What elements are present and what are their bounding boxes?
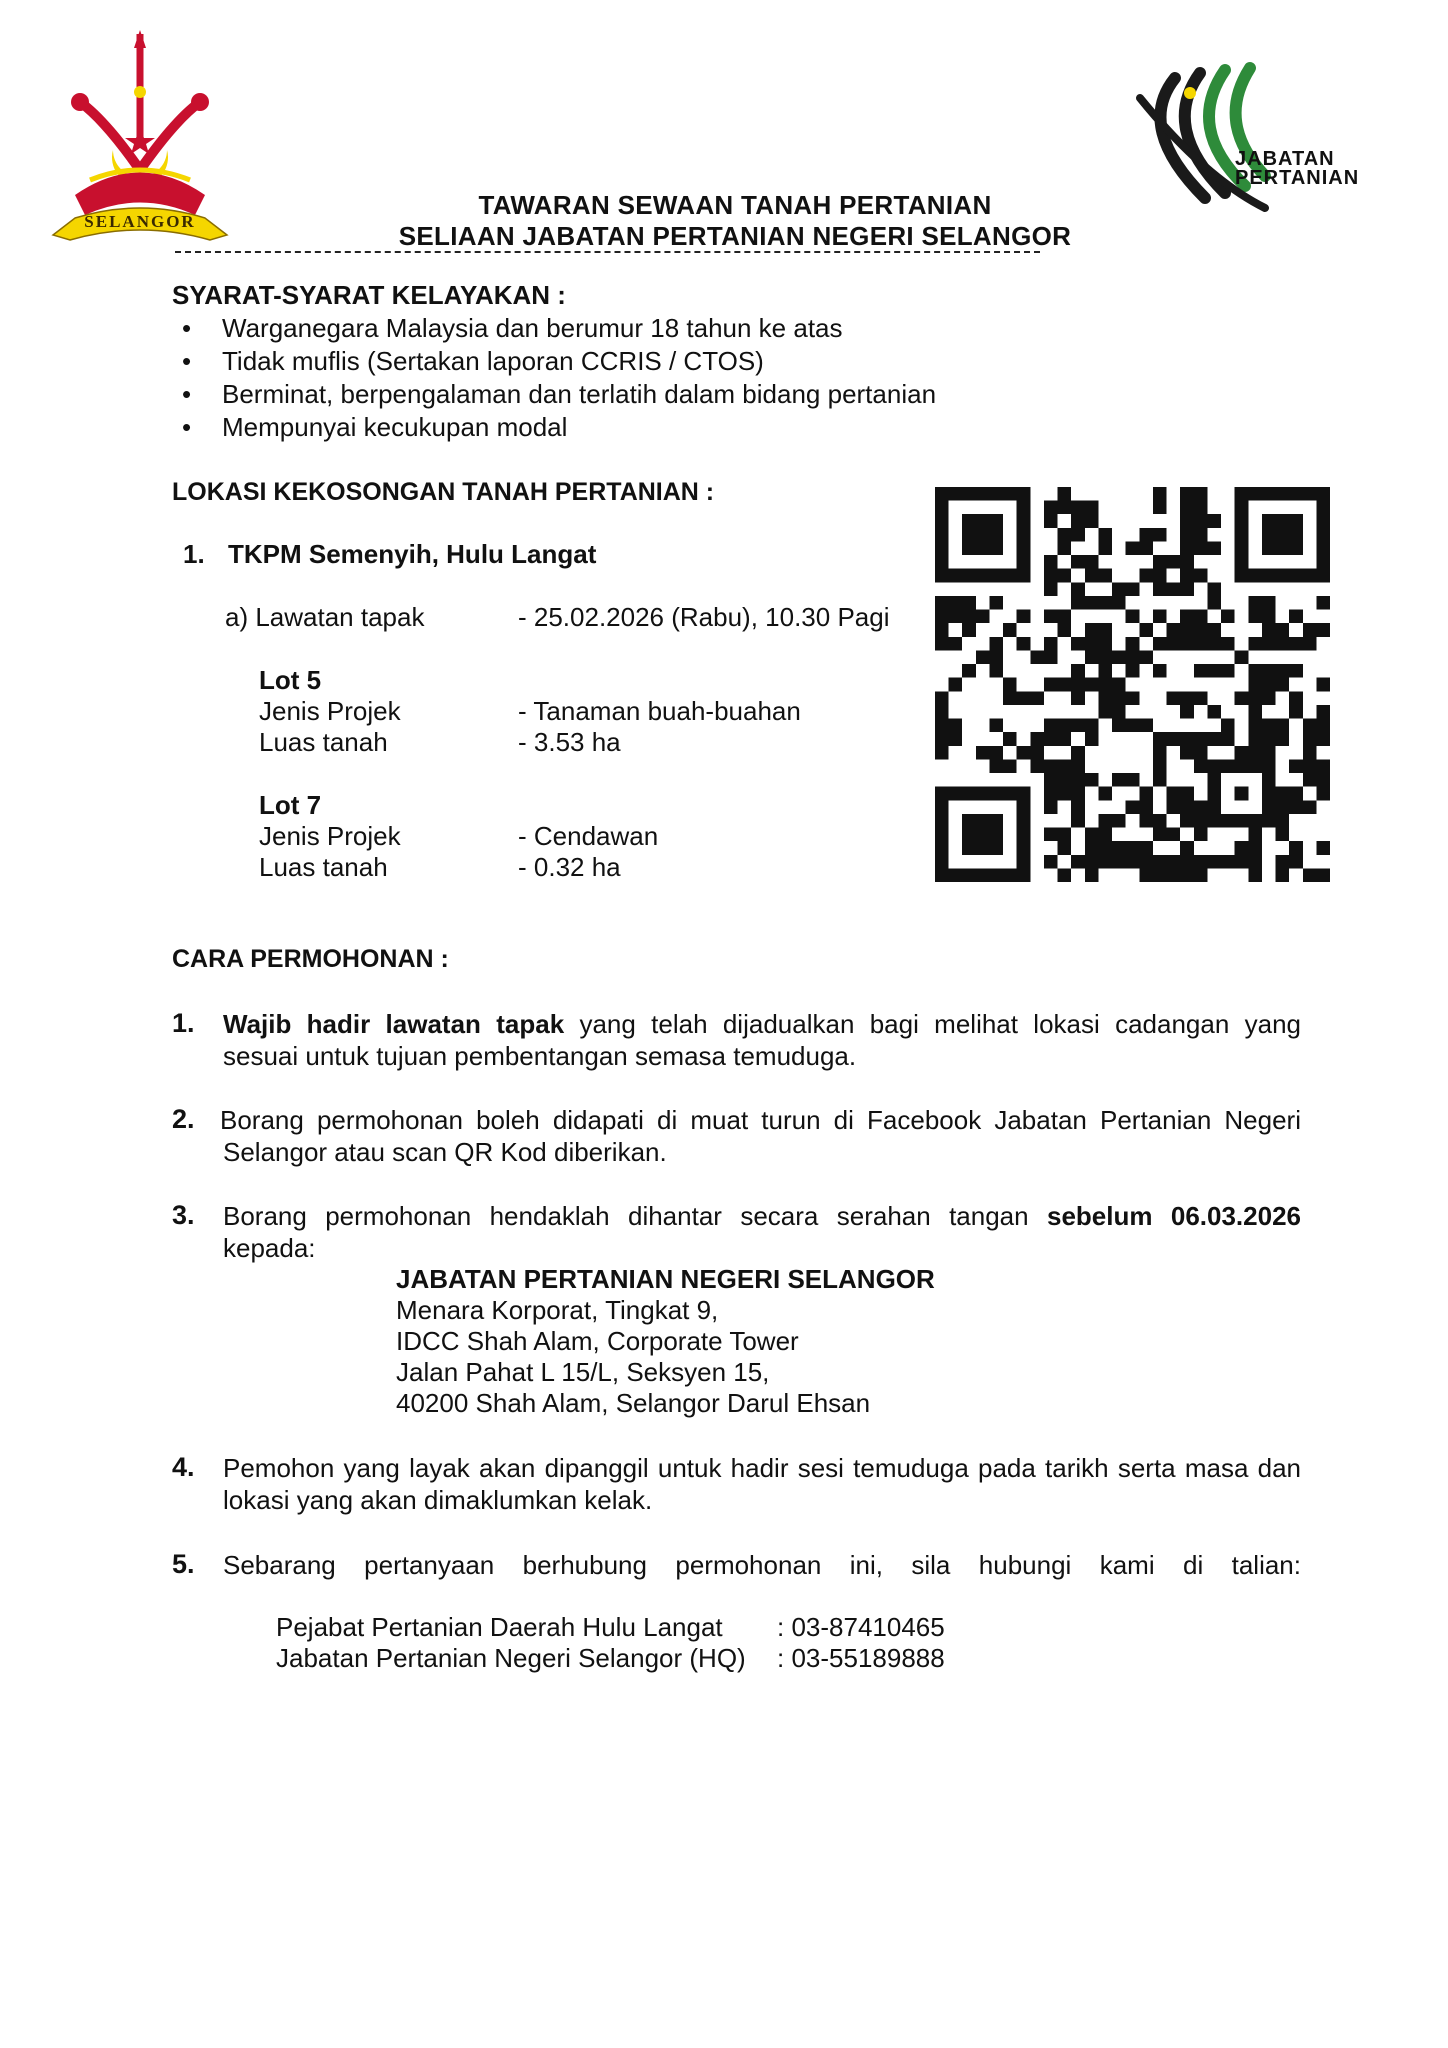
logo-text-jabatan: JABATAN (1235, 148, 1335, 170)
step-1-line-2: sesuai untuk tujuan pembentangan semasa temuduga. (223, 1041, 857, 1071)
area-value: - 0.32 ha (518, 852, 621, 882)
contact-name: Pejabat Pertanian Daerah Hulu Langat (276, 1612, 723, 1642)
project-label: Jenis Projek (259, 696, 401, 726)
step-2-line-1: Borang permohonan boleh didapati di muat turun di Facebook Jabatan Pertanian Negeri (220, 1105, 1301, 1135)
step-number: 1. (172, 1008, 195, 1038)
contact-phone[interactable]: : 03-55189888 (777, 1643, 945, 1673)
step-3-line-1 (223, 1200, 1301, 1232)
visit-value: - 25.02.2026 (Rabu), 10.30 Pagi (518, 602, 890, 632)
step-number: 2. (172, 1104, 195, 1134)
dashed-divider (175, 251, 1040, 253)
step-3-text: Borang permohonan hendaklah dihantar secara serahan tangan (223, 1201, 1029, 1231)
eligibility-item: • Berminat, berpengalaman dan terlatih dalam bidang pertanian (172, 378, 936, 411)
contact-name: Jabatan Pertanian Negeri Selangor (HQ) (276, 1643, 746, 1673)
step-number: 4. (172, 1452, 195, 1482)
step-number: 5. (172, 1549, 195, 1579)
address-line: IDCC Shah Alam, Corporate Tower (396, 1326, 799, 1356)
location-heading: LOKASI KEKOSONGAN TANAH PERTANIAN : (172, 478, 715, 506)
document-title-line2: SELIAAN JABATAN PERTANIAN NEGERI SELANGOR (398, 221, 1072, 251)
step-4-line-1: Pemohon yang layak akan dipanggil untuk hadir sesi temuduga pada tarikh serta masa dan (223, 1453, 1301, 1483)
eligibility-list (172, 312, 936, 444)
lot-title: Lot 7 (259, 790, 322, 820)
step-number: 3. (172, 1200, 195, 1230)
selangor-emblem-logo (45, 30, 235, 255)
lot-title: Lot 5 (259, 665, 322, 695)
area-label: Luas tanah (259, 852, 388, 882)
step-4-line-2: lokasi yang akan dimaklumkan kelak. (223, 1485, 653, 1515)
project-value: - Tanaman buah-buahan (518, 696, 801, 726)
document-title-line1: TAWARAN SEWAAN TANAH PERTANIAN (478, 190, 992, 220)
step-1-text: yang telah dijadualkan bagi melihat lokasi cadangan yang (579, 1009, 1301, 1039)
eligibility-item: • Warganegara Malaysia dan berumur 18 tahun ke atas (172, 312, 936, 345)
address-line: Menara Korporat, Tingkat 9, (396, 1295, 719, 1325)
project-value: - Cendawan (518, 821, 659, 851)
site-number: 1. (183, 539, 205, 569)
emblem-ribbon-text: SELANGOR (84, 212, 196, 231)
step-1-line-1 (223, 1008, 1301, 1040)
step-3-deadline: sebelum 06.03.2026 (1047, 1201, 1301, 1231)
area-label: Luas tanah (259, 727, 388, 757)
contact-phone[interactable]: : 03-87410465 (777, 1612, 945, 1642)
eligibility-item: • Tidak muflis (Sertakan laporan CCRIS / CTOS) (172, 345, 936, 378)
step-3-line-2: kepada: (223, 1233, 316, 1263)
logo-text-pertanian: PERTANIAN (1235, 167, 1360, 189)
step-1-bold-text: Wajib hadir lawatan tapak (223, 1009, 565, 1039)
address-line: 40200 Shah Alam, Selangor Darul Ehsan (396, 1388, 871, 1418)
project-label: Jenis Projek (259, 821, 401, 851)
site-name: TKPM Semenyih, Hulu Langat (228, 539, 597, 569)
application-qr-code[interactable] (935, 487, 1330, 882)
address-line: Jalan Pahat L 15/L, Seksyen 15, (396, 1357, 770, 1387)
area-value: - 3.53 ha (518, 727, 621, 757)
address-name: JABATAN PERTANIAN NEGERI SELANGOR (396, 1264, 935, 1294)
visit-label: a) Lawatan tapak (225, 602, 425, 632)
eligibility-heading: SYARAT-SYARAT KELAYAKAN : (172, 280, 566, 310)
eligibility-item: • Mempunyai kecukupan modal (172, 411, 936, 444)
step-5-line-1: Sebarang pertanyaan berhubung permohonan ini, sila hubungi kami di talian: (223, 1550, 1301, 1580)
application-heading: CARA PERMOHONAN : (172, 945, 449, 973)
step-2-line-2: Selangor atau scan QR Kod diberikan. (223, 1137, 667, 1167)
